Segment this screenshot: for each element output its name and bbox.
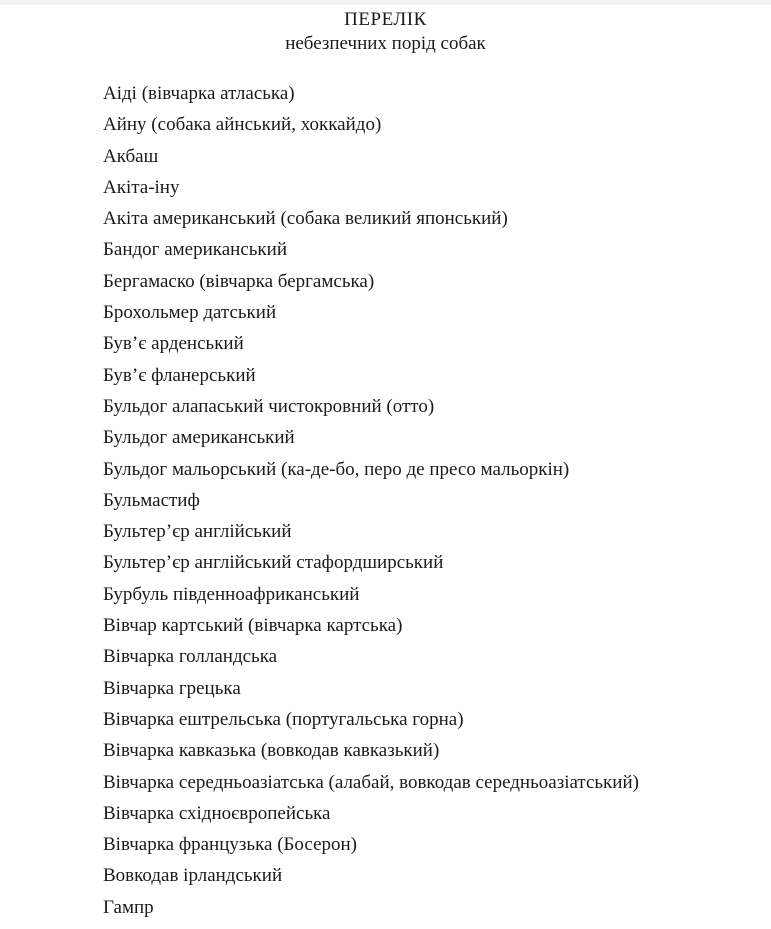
document-title: ПЕРЕЛІК (344, 9, 427, 30)
list-item: Брохольмер датський (103, 302, 277, 324)
list-item: Айну (собака айнський, хоккайдо) (103, 114, 382, 136)
list-item: Бергамаско (вівчарка бергамська) (103, 270, 375, 292)
list-item: Вівчарка східноєвропейська (103, 802, 331, 824)
list-item: Вівчарка французька (Босерон) (103, 834, 357, 856)
list-item: Гампр (103, 896, 154, 918)
list-item: Вівчарка ештрельська (португальська горна) (103, 708, 464, 730)
list-item: Бульмастиф (103, 489, 200, 511)
list-item: Бультер’єр англійський стафордширський (103, 552, 444, 574)
list-item: Вівчарка середньоазіатська (алабай, вовкодав середньоазіатський) (103, 771, 639, 793)
list-item: Аіді (вівчарка атласька) (103, 83, 295, 104)
list-item: Вівчар картський (вівчарка картська) (103, 615, 403, 637)
list-item: Бульдог американський (103, 427, 295, 449)
list-item: Бандог американський (103, 239, 287, 261)
list-item: Вівчарка кавказька (вовкодав кавказький) (103, 740, 440, 762)
list-item: Бурбуль південноафриканський (103, 583, 360, 605)
list-item: Бульдог алапаський чистокровний (отто) (103, 395, 435, 417)
document-subtitle: небезпечних порід собак (285, 33, 486, 54)
list-item: Був’є арденський (103, 333, 244, 355)
scan-artifact-top-edge (0, 0, 771, 5)
list-item: Акіта-іну (103, 176, 180, 198)
list-item: Вівчарка грецька (103, 677, 241, 699)
document-content (0, 8, 771, 923)
list-item: Вівчарка голландська (103, 646, 278, 668)
list-item: Вовкодав ірландський (103, 865, 283, 887)
list-item: Акбаш (103, 145, 159, 167)
list-item: Бультер’єр англійський (103, 521, 292, 543)
list-item: Акіта американський (собака великий японський) (103, 208, 508, 230)
breed-list (0, 78, 771, 923)
list-item: Бульдог мальорський (ка-де-бо, перо де пресо мальоркін) (103, 458, 570, 480)
list-item: Був’є фланерський (103, 364, 256, 386)
